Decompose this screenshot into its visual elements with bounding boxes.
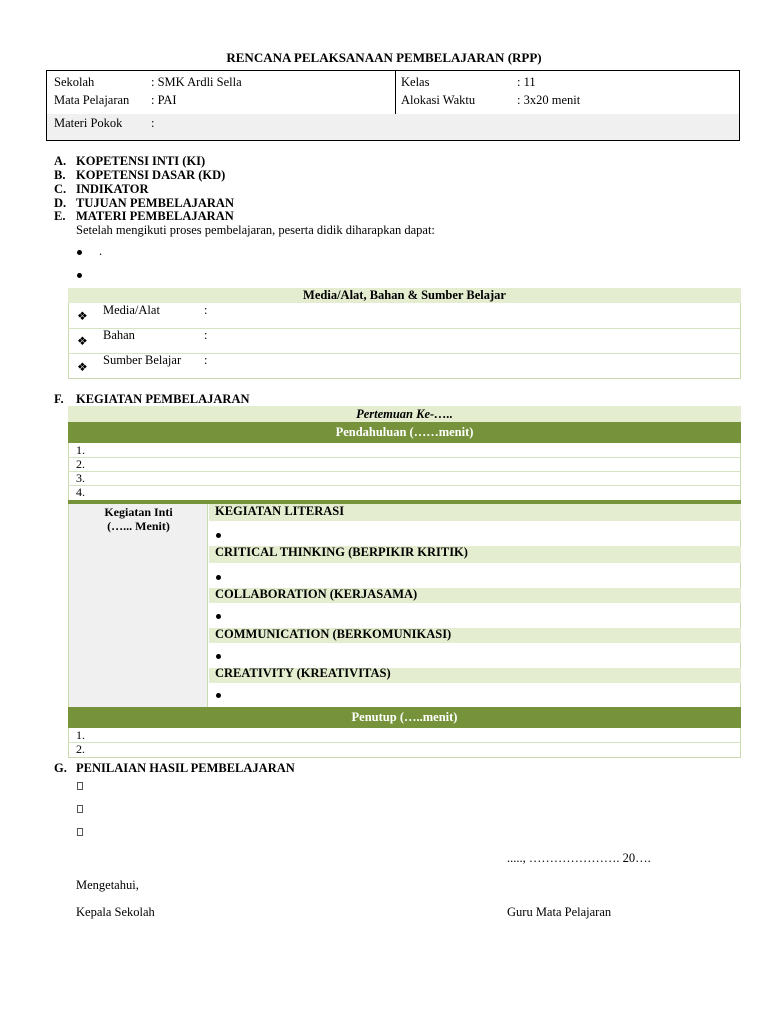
media-row-sep: : bbox=[204, 303, 208, 317]
penutup-item: 1. bbox=[76, 728, 85, 742]
sekolah-value: : SMK Ardli Sella bbox=[151, 75, 242, 89]
media-row-sep: : bbox=[204, 328, 208, 342]
penutup-item: 2. bbox=[76, 742, 85, 756]
pendahuluan-item: 4. bbox=[76, 485, 85, 499]
checkbox-icon bbox=[77, 805, 83, 813]
diamond-bullet-icon: ❖ bbox=[77, 309, 88, 323]
section-b: B. KOPETENSI DASAR (KD) bbox=[54, 168, 226, 182]
pendahuluan-header: Pendahuluan (……menit) bbox=[68, 422, 741, 443]
communication-heading: COMMUNICATION (BERKOMUNIKASI) bbox=[215, 627, 452, 641]
row-divider bbox=[68, 457, 741, 458]
creativity-heading: CREATIVITY (KREATIVITAS) bbox=[215, 666, 391, 680]
media-table-header: Media/Alat, Bahan & Sumber Belajar bbox=[68, 288, 741, 303]
bullet-icon bbox=[216, 533, 221, 538]
kepala-sekolah-label: Kepala Sekolah bbox=[76, 905, 155, 919]
section-d: D. TUJUAN PEMBELAJARAN bbox=[54, 196, 234, 210]
checkbox-icon bbox=[77, 782, 83, 790]
media-row-label: Bahan bbox=[103, 328, 135, 342]
alokasi-value: : 3x20 menit bbox=[517, 93, 581, 107]
section-c: C. INDIKATOR bbox=[54, 182, 149, 196]
media-row-label: Media/Alat bbox=[103, 303, 160, 317]
bullet-icon bbox=[216, 693, 221, 698]
penutup-header: Penutup (…..menit) bbox=[68, 707, 741, 728]
collaboration-heading: COLLABORATION (KERJASAMA) bbox=[215, 587, 418, 601]
bullet-icon bbox=[216, 654, 221, 659]
media-row-sep: : bbox=[204, 353, 208, 367]
section-e-intro: Setelah mengikuti proses pembelajaran, peserta didik diharapkan dapat: bbox=[76, 223, 435, 237]
checkbox-icon bbox=[77, 828, 83, 836]
identity-divider bbox=[395, 71, 396, 114]
bullet-icon bbox=[216, 575, 221, 580]
identity-table bbox=[46, 70, 740, 141]
row-divider bbox=[68, 328, 741, 329]
kelas-label: Kelas bbox=[401, 75, 430, 89]
date-line: ....., …………………. 20…. bbox=[507, 851, 651, 865]
pertemuan-row: Pertemuan Ke-….. bbox=[68, 406, 741, 422]
kelas-value: : 11 bbox=[517, 75, 536, 89]
section-e: E. MATERI PEMBELAJARAN bbox=[54, 209, 234, 223]
materi-label: Materi Pokok bbox=[54, 116, 123, 130]
critical-heading: CRITICAL THINKING (BERPIKIR KRITIK) bbox=[215, 545, 468, 559]
alokasi-label: Alokasi Waktu bbox=[401, 93, 476, 107]
identity-row-top bbox=[47, 71, 739, 115]
media-row-label: Sumber Belajar bbox=[103, 353, 182, 367]
bullet-icon bbox=[216, 614, 221, 619]
pendahuluan-item: 3. bbox=[76, 471, 85, 485]
pendahuluan-item: 2. bbox=[76, 457, 85, 471]
literasi-heading: KEGIATAN LITERASI bbox=[215, 504, 345, 518]
bullet-icon bbox=[77, 273, 82, 278]
kegiatan-inti-duration: (…... Menit) bbox=[107, 519, 170, 533]
sekolah-label: Sekolah bbox=[54, 75, 95, 89]
pendahuluan-item: 1. bbox=[76, 443, 85, 457]
row-divider bbox=[68, 742, 741, 743]
document-title: RENCANA PELAKSANAAN PEMBELAJARAN (RPP) bbox=[226, 50, 542, 65]
section-e-bullet-text: . bbox=[99, 244, 103, 258]
diamond-bullet-icon: ❖ bbox=[77, 334, 88, 348]
identity-row-materi bbox=[47, 114, 739, 140]
mengetahui-label: Mengetahui, bbox=[76, 878, 139, 892]
row-divider bbox=[68, 485, 741, 486]
diamond-bullet-icon: ❖ bbox=[77, 360, 88, 374]
mapel-value: : PAI bbox=[151, 93, 177, 107]
section-a: A. KOPETENSI INTI (KI) bbox=[54, 154, 206, 168]
section-g: G. PENILAIAN HASIL PEMBELAJARAN bbox=[54, 761, 295, 775]
row-divider bbox=[68, 471, 741, 472]
mapel-label: Mata Pelajaran bbox=[54, 93, 130, 107]
kegiatan-inti-cell bbox=[69, 504, 208, 707]
section-f: F. KEGIATAN PEMBELAJARAN bbox=[54, 392, 250, 406]
kegiatan-inti-label: Kegiatan Inti bbox=[104, 505, 173, 519]
guru-label: Guru Mata Pelajaran bbox=[507, 905, 612, 919]
materi-value: : bbox=[151, 116, 155, 130]
bullet-icon bbox=[77, 250, 82, 255]
